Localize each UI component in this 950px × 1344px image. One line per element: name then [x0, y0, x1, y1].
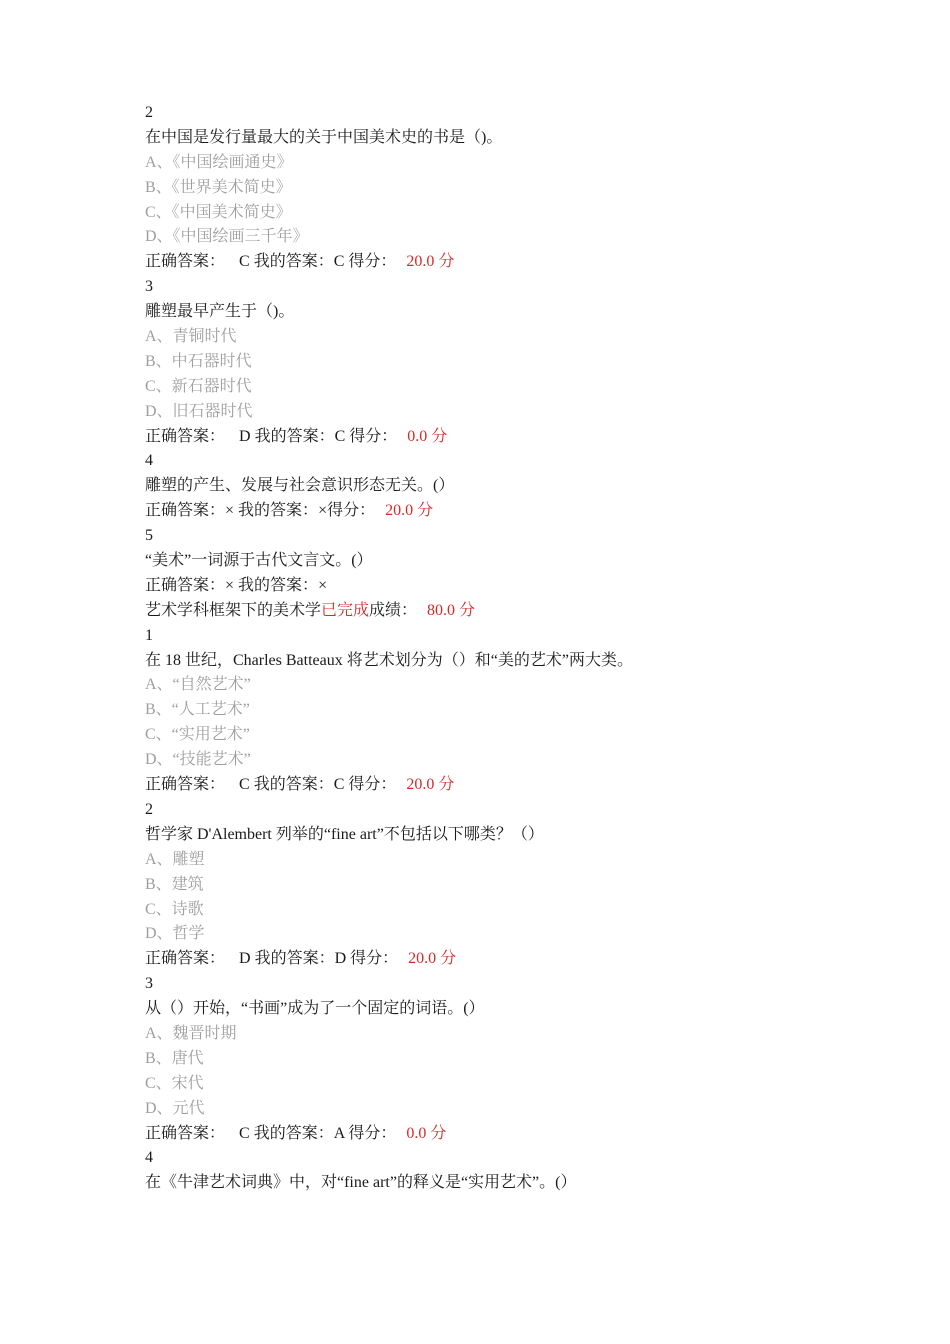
- question-number: 5: [145, 527, 153, 545]
- my-answer-value: C: [334, 427, 346, 445]
- score-label: 得分：: [349, 427, 398, 445]
- answer-option: A、“自然艺术”: [145, 676, 251, 694]
- question-text: 在中国是发行量最大的关于中国美术史的书是（)。: [145, 128, 503, 146]
- my-answer-label: 我的答案：: [238, 576, 319, 594]
- answer-option: C、宋代: [145, 1074, 204, 1092]
- question-number: 4: [145, 452, 153, 470]
- score-value: 0.0 分: [407, 427, 448, 445]
- answer-option: C、新石器时代: [145, 377, 252, 395]
- my-answer-label: 我的答案：: [253, 253, 334, 271]
- my-answer-label: 我的答案：: [254, 427, 335, 445]
- score-value: 20.0 分: [408, 950, 457, 968]
- answer-result: [145, 1122, 905, 1147]
- score-label: 得分：: [350, 950, 399, 968]
- completed-status: 已完成: [321, 601, 370, 619]
- my-answer-label: 我的答案：: [238, 502, 319, 520]
- my-answer-label: 我的答案：: [254, 950, 335, 968]
- answer-option: A、魏晋时期: [145, 1024, 237, 1042]
- answer-option: A、雕塑: [145, 850, 205, 868]
- question-text: 从（）开始，“书画”成为了一个固定的词语。(）: [145, 1000, 485, 1018]
- correct-answer-label: 正确答案：: [145, 776, 226, 794]
- document-page: [145, 101, 905, 1196]
- question-text: 在《牛津艺术词典》中，对“fine art”的释义是“实用艺术”。(）: [145, 1174, 577, 1192]
- question-number: 3: [145, 278, 153, 296]
- question-number: 2: [145, 800, 153, 818]
- answer-option: B、中石器时代: [145, 352, 252, 370]
- correct-answer-label: 正确答案：: [145, 253, 226, 271]
- answer-result: [145, 947, 905, 972]
- my-answer-value: A: [333, 1124, 345, 1142]
- answer-result: [145, 574, 905, 599]
- score-value: 0.0 分: [406, 1124, 447, 1142]
- correct-answer-value: ×: [225, 576, 235, 594]
- answer-option: B、唐代: [145, 1049, 204, 1067]
- answer-option: B、《世界美术简史》: [145, 178, 292, 196]
- answer-option: C、“实用艺术”: [145, 726, 250, 744]
- score-value: 20.0 分: [406, 253, 455, 271]
- question-text: 哲学家 D'Alembert 列举的“fine art”不包括以下哪类？（）: [145, 825, 544, 843]
- answer-result: [145, 499, 905, 524]
- correct-answer-label: 正确答案：: [145, 950, 226, 968]
- answer-option: D、“技能艺术”: [145, 751, 251, 769]
- correct-answer-value: D: [239, 950, 251, 968]
- answer-option: C、诗歌: [145, 900, 204, 918]
- question-number: 4: [145, 1149, 153, 1167]
- correct-answer-label: 正确答案：: [145, 427, 226, 445]
- score-value: 20.0 分: [385, 502, 434, 520]
- correct-answer-value: D: [239, 427, 251, 445]
- answer-option: A、《中国绘画通史》: [145, 153, 293, 171]
- question-number: 3: [145, 975, 153, 993]
- question-number: 1: [145, 626, 153, 644]
- question-text: 雕塑的产生、发展与社会意识形态无关。(）: [145, 477, 455, 495]
- answer-option: A、青铜时代: [145, 328, 237, 346]
- section-header: [145, 599, 905, 624]
- answer-result: [145, 773, 905, 798]
- my-answer-value: D: [334, 950, 347, 968]
- score-label: 得分：: [348, 253, 397, 271]
- answer-option: B、“人工艺术”: [145, 701, 250, 719]
- my-answer-value: ×: [318, 576, 328, 594]
- correct-answer-label: 正确答案：: [145, 502, 226, 520]
- score-label: 得分：: [327, 502, 376, 520]
- my-answer-label: 我的答案：: [253, 1124, 334, 1142]
- correct-answer-label: 正确答案：: [145, 1124, 226, 1142]
- score-label: 得分：: [348, 776, 397, 794]
- section-title: 艺术学科框架下的美术学: [145, 601, 322, 619]
- my-answer-value: ×: [318, 502, 328, 520]
- answer-option: C、《中国美术简史》: [145, 203, 292, 221]
- correct-answer-label: 正确答案：: [145, 576, 226, 594]
- grade-label: 成绩：: [369, 601, 418, 619]
- answer-option: B、建筑: [145, 875, 204, 893]
- question-text: 雕塑最早产生于（)。: [145, 303, 295, 321]
- answer-option: D、《中国绘画三千年》: [145, 228, 309, 246]
- question-number: 2: [145, 104, 153, 121]
- answer-result: [145, 250, 905, 275]
- correct-answer-value: C: [239, 253, 250, 271]
- score-value: 20.0 分: [406, 776, 455, 794]
- my-answer-value: C: [333, 253, 345, 271]
- question-text: “美术”一词源于古代文言文。(）: [145, 552, 373, 570]
- my-answer-value: C: [333, 776, 345, 794]
- my-answer-label: 我的答案：: [253, 776, 334, 794]
- grade-value: 80.0 分: [427, 601, 476, 619]
- answer-option: D、元代: [145, 1099, 205, 1117]
- score-label: 得分：: [348, 1124, 397, 1142]
- answer-option: D、哲学: [145, 925, 205, 943]
- answer-option: D、旧石器时代: [145, 402, 253, 420]
- correct-answer-value: ×: [225, 502, 235, 520]
- correct-answer-value: C: [239, 1124, 250, 1142]
- correct-answer-value: C: [239, 776, 250, 794]
- question-text: 在 18 世纪，Charles Batteaux 将艺术划分为（）和“美的艺术”两大类。: [145, 651, 633, 669]
- answer-result: [145, 425, 905, 450]
